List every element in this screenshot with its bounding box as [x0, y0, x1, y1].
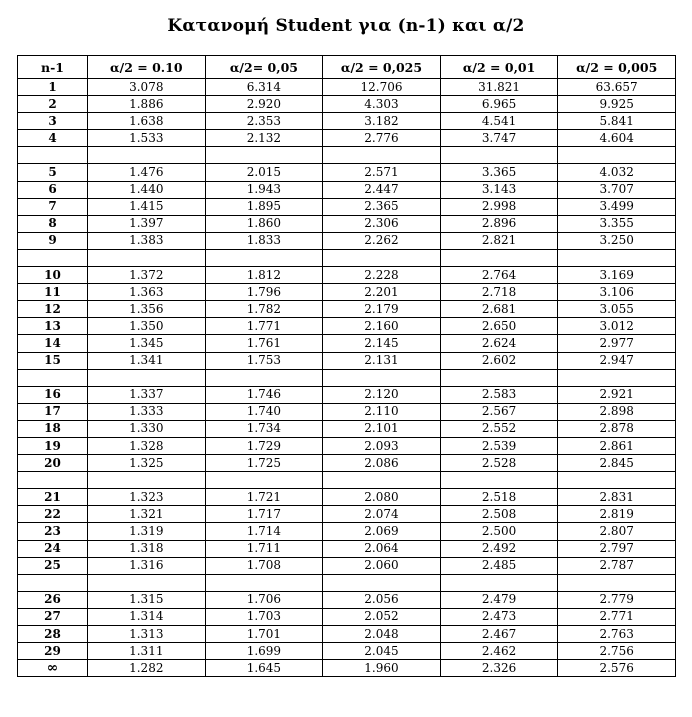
critical-value-cell: 1.711 [205, 540, 323, 557]
critical-value-cell: 2.845 [558, 455, 676, 472]
table-row [18, 96, 676, 113]
critical-value-cell: 2.807 [558, 523, 676, 540]
separator-row [18, 249, 676, 266]
critical-value-cell: 2.145 [323, 335, 441, 352]
critical-value-cell: 1.960 [323, 660, 441, 677]
header-cell-alpha-001: α/2 = 0,01 [440, 56, 558, 79]
degrees-of-freedom-cell: 28 [18, 626, 88, 643]
critical-value-cell: 1.319 [88, 523, 206, 540]
empty-cell [558, 574, 676, 591]
critical-value-cell: 1.397 [88, 215, 206, 232]
critical-value-cell: 1.701 [205, 626, 323, 643]
table-row [18, 403, 676, 420]
critical-value-cell: 1.708 [205, 557, 323, 574]
critical-value-cell: 4.032 [558, 164, 676, 181]
empty-cell [440, 574, 558, 591]
degrees-of-freedom-cell: 2 [18, 96, 88, 113]
degrees-of-freedom-cell: 22 [18, 506, 88, 523]
critical-value-cell: 3.707 [558, 181, 676, 198]
table-row [18, 489, 676, 506]
critical-value-cell: 1.440 [88, 181, 206, 198]
critical-value-cell: 2.056 [323, 591, 441, 608]
degrees-of-freedom-cell: 11 [18, 284, 88, 301]
degrees-of-freedom-cell: 1 [18, 79, 88, 96]
degrees-of-freedom-cell: 12 [18, 301, 88, 318]
critical-value-cell: 2.479 [440, 591, 558, 608]
critical-value-cell: 2.201 [323, 284, 441, 301]
degrees-of-freedom-cell: 18 [18, 420, 88, 437]
empty-cell [18, 574, 88, 591]
critical-value-cell: 2.947 [558, 352, 676, 369]
critical-value-cell: 1.328 [88, 437, 206, 454]
critical-value-cell: 2.064 [323, 540, 441, 557]
critical-value-cell: 2.764 [440, 267, 558, 284]
empty-cell [88, 574, 206, 591]
table-row [18, 130, 676, 147]
critical-value-cell: 1.706 [205, 591, 323, 608]
critical-value-cell: 1.771 [205, 318, 323, 335]
degrees-of-freedom-cell: 10 [18, 267, 88, 284]
critical-value-cell: 1.833 [205, 232, 323, 249]
critical-value-cell: 2.571 [323, 164, 441, 181]
critical-value-cell: 2.086 [323, 455, 441, 472]
table-row [18, 301, 676, 318]
table-row [18, 506, 676, 523]
critical-value-cell: 1.363 [88, 284, 206, 301]
critical-value-cell: 1.350 [88, 318, 206, 335]
critical-value-cell: 31.821 [440, 79, 558, 96]
empty-cell [440, 249, 558, 266]
table-row [18, 335, 676, 352]
critical-value-cell: 1.703 [205, 608, 323, 625]
critical-value-cell: 3.250 [558, 232, 676, 249]
critical-value-cell: 1.725 [205, 455, 323, 472]
critical-value-cell: 1.746 [205, 386, 323, 403]
header-cell-n: n-1 [18, 56, 88, 79]
empty-cell [440, 472, 558, 489]
empty-cell [440, 147, 558, 164]
critical-value-cell: 3.012 [558, 318, 676, 335]
critical-value-cell: 3.365 [440, 164, 558, 181]
critical-value-cell: 2.787 [558, 557, 676, 574]
critical-value-cell: 2.048 [323, 626, 441, 643]
critical-value-cell: 3.106 [558, 284, 676, 301]
table-row [18, 420, 676, 437]
critical-value-cell: 2.921 [558, 386, 676, 403]
empty-cell [558, 147, 676, 164]
table-row [18, 523, 676, 540]
critical-value-cell: 2.179 [323, 301, 441, 318]
critical-value-cell: 1.337 [88, 386, 206, 403]
degrees-of-freedom-cell: 8 [18, 215, 88, 232]
empty-cell [323, 249, 441, 266]
critical-value-cell: 2.650 [440, 318, 558, 335]
empty-cell [88, 249, 206, 266]
critical-value-cell: 1.533 [88, 130, 206, 147]
empty-cell [88, 369, 206, 386]
critical-value-cell: 6.965 [440, 96, 558, 113]
degrees-of-freedom-cell: 26 [18, 591, 88, 608]
table-row [18, 79, 676, 96]
degrees-of-freedom-cell: 16 [18, 386, 88, 403]
header-cell-alpha-0025: α/2 = 0,025 [323, 56, 441, 79]
critical-value-cell: 2.861 [558, 437, 676, 454]
page-title: Κατανομή Student για (n-1) και α/2 [167, 16, 525, 36]
header-cell-alpha-0005: α/2 = 0,005 [558, 56, 676, 79]
table-row [18, 232, 676, 249]
critical-value-cell: 2.552 [440, 420, 558, 437]
critical-value-cell: 2.821 [440, 232, 558, 249]
critical-value-cell: 1.314 [88, 608, 206, 625]
critical-value-cell: 2.528 [440, 455, 558, 472]
critical-value-cell: 2.080 [323, 489, 441, 506]
critical-value-cell: 2.718 [440, 284, 558, 301]
table-row [18, 643, 676, 660]
critical-value-cell: 1.761 [205, 335, 323, 352]
empty-cell [558, 472, 676, 489]
critical-value-cell: 1.476 [88, 164, 206, 181]
critical-value-cell: 2.797 [558, 540, 676, 557]
critical-value-cell: 2.763 [558, 626, 676, 643]
table-row [18, 540, 676, 557]
degrees-of-freedom-cell: 9 [18, 232, 88, 249]
critical-value-cell: 2.228 [323, 267, 441, 284]
degrees-of-freedom-cell: 17 [18, 403, 88, 420]
critical-value-cell: 1.895 [205, 198, 323, 215]
critical-value-cell: 1.638 [88, 113, 206, 130]
header-cell-alpha-010: α/2 = 0.10 [88, 56, 206, 79]
critical-value-cell: 1.699 [205, 643, 323, 660]
degrees-of-freedom-cell: 13 [18, 318, 88, 335]
critical-value-cell: 2.771 [558, 608, 676, 625]
table-row [18, 113, 676, 130]
degrees-of-freedom-cell: 4 [18, 130, 88, 147]
critical-value-cell: 1.943 [205, 181, 323, 198]
separator-row [18, 369, 676, 386]
empty-cell [323, 147, 441, 164]
empty-cell [205, 147, 323, 164]
separator-row [18, 574, 676, 591]
critical-value-cell: 2.779 [558, 591, 676, 608]
critical-value-cell: 3.747 [440, 130, 558, 147]
critical-value-cell: 2.160 [323, 318, 441, 335]
critical-value-cell: 1.333 [88, 403, 206, 420]
degrees-of-freedom-cell: 21 [18, 489, 88, 506]
critical-value-cell: 3.055 [558, 301, 676, 318]
table-row [18, 591, 676, 608]
critical-value-cell: 2.518 [440, 489, 558, 506]
critical-value-cell: 1.318 [88, 540, 206, 557]
critical-value-cell: 4.604 [558, 130, 676, 147]
critical-value-cell: 2.624 [440, 335, 558, 352]
critical-value-cell: 4.541 [440, 113, 558, 130]
separator-row [18, 472, 676, 489]
table-row [18, 626, 676, 643]
critical-value-cell: 1.645 [205, 660, 323, 677]
critical-value-cell: 2.977 [558, 335, 676, 352]
critical-value-cell: 2.447 [323, 181, 441, 198]
degrees-of-freedom-cell: 19 [18, 437, 88, 454]
critical-value-cell: 1.721 [205, 489, 323, 506]
empty-cell [323, 574, 441, 591]
critical-value-cell: 2.898 [558, 403, 676, 420]
critical-value-cell: 1.321 [88, 506, 206, 523]
critical-value-cell: 2.132 [205, 130, 323, 147]
critical-value-cell: 2.015 [205, 164, 323, 181]
critical-value-cell: 3.355 [558, 215, 676, 232]
critical-value-cell: 1.796 [205, 284, 323, 301]
critical-value-cell: 2.819 [558, 506, 676, 523]
critical-value-cell: 2.365 [323, 198, 441, 215]
empty-cell [88, 472, 206, 489]
empty-cell [88, 147, 206, 164]
critical-value-cell: 2.473 [440, 608, 558, 625]
empty-cell [323, 472, 441, 489]
table-row [18, 660, 676, 677]
critical-value-cell: 2.831 [558, 489, 676, 506]
critical-value-cell: 2.467 [440, 626, 558, 643]
table-row [18, 557, 676, 574]
critical-value-cell: 1.812 [205, 267, 323, 284]
empty-cell [205, 472, 323, 489]
critical-value-cell: 1.356 [88, 301, 206, 318]
degrees-of-freedom-cell: 14 [18, 335, 88, 352]
critical-value-cell: 1.383 [88, 232, 206, 249]
table-row [18, 181, 676, 198]
critical-value-cell: 63.657 [558, 79, 676, 96]
critical-value-cell: 2.776 [323, 130, 441, 147]
degrees-of-freedom-cell: 24 [18, 540, 88, 557]
critical-value-cell: 6.314 [205, 79, 323, 96]
critical-value-cell: 3.169 [558, 267, 676, 284]
critical-value-cell: 2.878 [558, 420, 676, 437]
degrees-of-freedom-cell: 27 [18, 608, 88, 625]
critical-value-cell: 2.052 [323, 608, 441, 625]
critical-value-cell: 3.182 [323, 113, 441, 130]
t-distribution-table [17, 55, 676, 677]
critical-value-cell: 1.315 [88, 591, 206, 608]
table-row [18, 437, 676, 454]
degrees-of-freedom-cell: 3 [18, 113, 88, 130]
table-row [18, 267, 676, 284]
critical-value-cell: 1.734 [205, 420, 323, 437]
critical-value-cell: 1.717 [205, 506, 323, 523]
empty-cell [323, 369, 441, 386]
critical-value-cell: 2.539 [440, 437, 558, 454]
critical-value-cell: 1.372 [88, 267, 206, 284]
empty-cell [558, 249, 676, 266]
critical-value-cell: 9.925 [558, 96, 676, 113]
table-row [18, 352, 676, 369]
critical-value-cell: 2.326 [440, 660, 558, 677]
empty-cell [205, 574, 323, 591]
critical-value-cell: 1.753 [205, 352, 323, 369]
critical-value-cell: 2.920 [205, 96, 323, 113]
degrees-of-freedom-cell: 29 [18, 643, 88, 660]
critical-value-cell: 1.740 [205, 403, 323, 420]
degrees-of-freedom-cell: 5 [18, 164, 88, 181]
critical-value-cell: 2.567 [440, 403, 558, 420]
critical-value-cell: 2.060 [323, 557, 441, 574]
critical-value-cell: 2.756 [558, 643, 676, 660]
critical-value-cell: 2.681 [440, 301, 558, 318]
table-body [18, 79, 676, 677]
critical-value-cell: 1.282 [88, 660, 206, 677]
degrees-of-freedom-cell: 15 [18, 352, 88, 369]
degrees-of-freedom-cell: ∞ [18, 660, 88, 677]
critical-value-cell: 1.345 [88, 335, 206, 352]
critical-value-cell: 1.311 [88, 643, 206, 660]
critical-value-cell: 2.462 [440, 643, 558, 660]
table-row [18, 198, 676, 215]
degrees-of-freedom-cell: 6 [18, 181, 88, 198]
empty-cell [205, 369, 323, 386]
critical-value-cell: 2.131 [323, 352, 441, 369]
critical-value-cell: 2.583 [440, 386, 558, 403]
degrees-of-freedom-cell: 25 [18, 557, 88, 574]
degrees-of-freedom-cell: 7 [18, 198, 88, 215]
table-row [18, 318, 676, 335]
critical-value-cell: 2.998 [440, 198, 558, 215]
critical-value-cell: 2.069 [323, 523, 441, 540]
critical-value-cell: 12.706 [323, 79, 441, 96]
table-row [18, 164, 676, 181]
empty-cell [18, 472, 88, 489]
critical-value-cell: 2.110 [323, 403, 441, 420]
table-row [18, 215, 676, 232]
critical-value-cell: 4.303 [323, 96, 441, 113]
critical-value-cell: 2.093 [323, 437, 441, 454]
empty-cell [440, 369, 558, 386]
critical-value-cell: 2.508 [440, 506, 558, 523]
empty-cell [18, 369, 88, 386]
critical-value-cell: 1.325 [88, 455, 206, 472]
critical-value-cell: 2.896 [440, 215, 558, 232]
table-row [18, 608, 676, 625]
critical-value-cell: 2.602 [440, 352, 558, 369]
critical-value-cell: 1.415 [88, 198, 206, 215]
empty-cell [558, 369, 676, 386]
critical-value-cell: 2.576 [558, 660, 676, 677]
critical-value-cell: 2.074 [323, 506, 441, 523]
critical-value-cell: 1.860 [205, 215, 323, 232]
critical-value-cell: 2.485 [440, 557, 558, 574]
critical-value-cell: 1.782 [205, 301, 323, 318]
table-row [18, 284, 676, 301]
header-row [18, 56, 676, 79]
table-row [18, 455, 676, 472]
critical-value-cell: 2.500 [440, 523, 558, 540]
critical-value-cell: 1.341 [88, 352, 206, 369]
critical-value-cell: 1.729 [205, 437, 323, 454]
header-cell-alpha-005: α/2= 0,05 [205, 56, 323, 79]
degrees-of-freedom-cell: 20 [18, 455, 88, 472]
critical-value-cell: 1.886 [88, 96, 206, 113]
critical-value-cell: 3.078 [88, 79, 206, 96]
critical-value-cell: 1.323 [88, 489, 206, 506]
critical-value-cell: 1.313 [88, 626, 206, 643]
critical-value-cell: 2.101 [323, 420, 441, 437]
critical-value-cell: 2.353 [205, 113, 323, 130]
critical-value-cell: 1.316 [88, 557, 206, 574]
critical-value-cell: 2.120 [323, 386, 441, 403]
critical-value-cell: 3.499 [558, 198, 676, 215]
critical-value-cell: 1.714 [205, 523, 323, 540]
critical-value-cell: 2.045 [323, 643, 441, 660]
critical-value-cell: 2.492 [440, 540, 558, 557]
empty-cell [205, 249, 323, 266]
critical-value-cell: 2.306 [323, 215, 441, 232]
critical-value-cell: 5.841 [558, 113, 676, 130]
critical-value-cell: 2.262 [323, 232, 441, 249]
separator-row [18, 147, 676, 164]
empty-cell [18, 249, 88, 266]
critical-value-cell: 1.330 [88, 420, 206, 437]
table-row [18, 386, 676, 403]
degrees-of-freedom-cell: 23 [18, 523, 88, 540]
critical-value-cell: 3.143 [440, 181, 558, 198]
empty-cell [18, 147, 88, 164]
